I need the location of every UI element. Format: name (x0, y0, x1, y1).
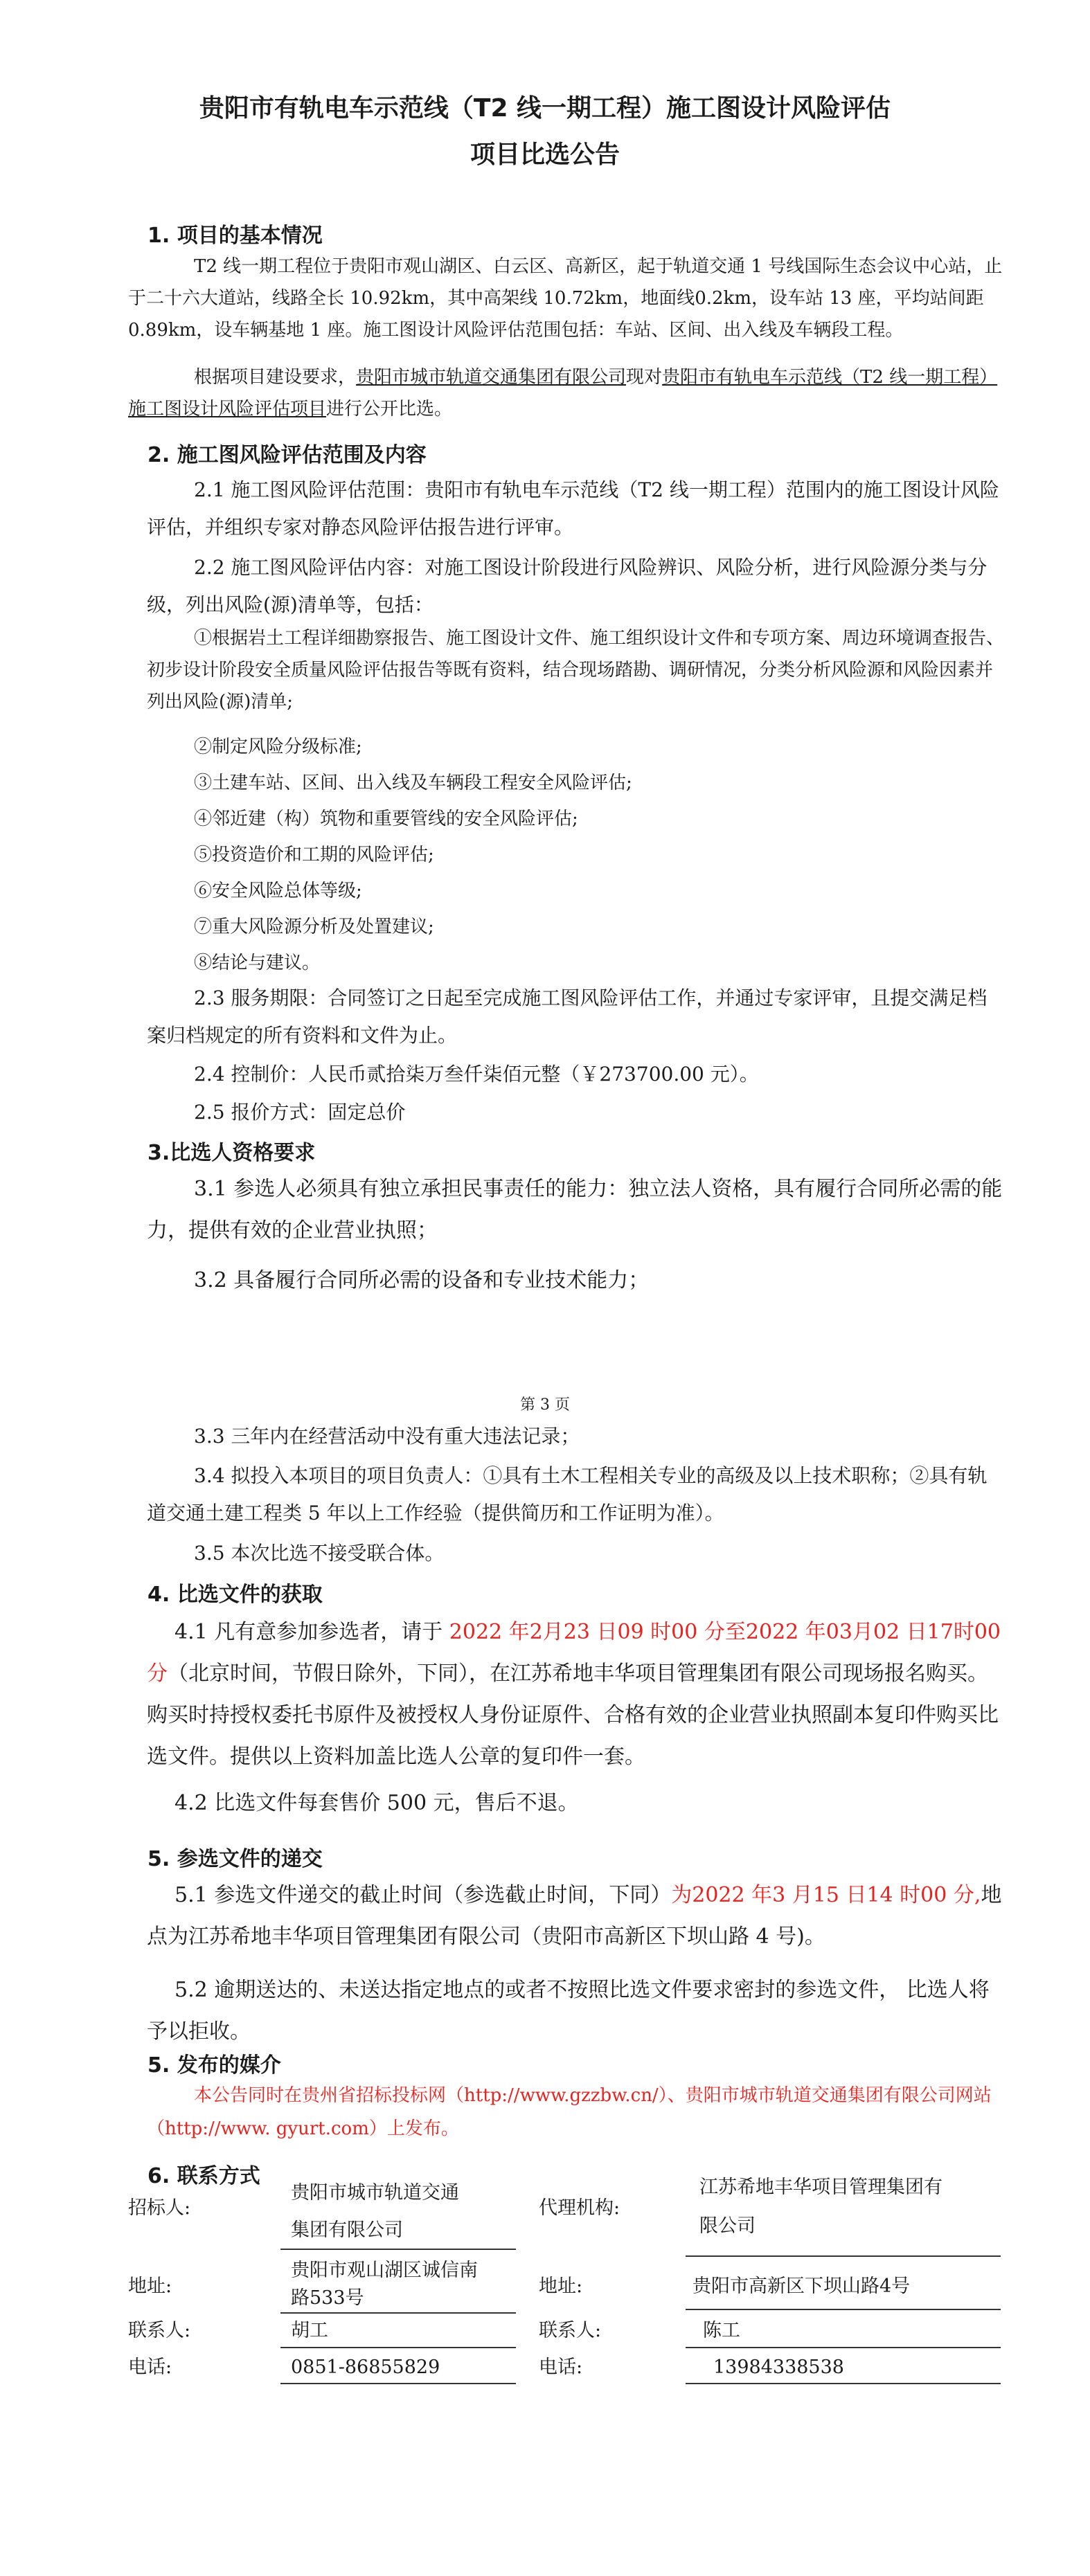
agency-underline (686, 2255, 1001, 2257)
section6-heading: 6. 联系方式 (148, 2164, 260, 2188)
tenderer-contact-underline (280, 2347, 516, 2348)
section2-item-5: ⑤投资造价和工期的风险评估; (194, 845, 434, 865)
doc-title-line1: 贵阳市有轨电车示范线（T2 线一期工程）施工图设计风险评估 (199, 94, 891, 123)
agency-phone-underline (686, 2383, 1001, 2384)
section2-item-6: ⑥安全风险总体等级; (194, 881, 362, 901)
publish-media-line1: 本公告同时在贵州省招标投标网（http://www.gzzbw.cn/）、贵阳市城市轨道交通集团有限公司网站 (194, 2085, 992, 2106)
section4-heading: 4. 比选文件的获取 (148, 1583, 323, 1607)
section4-1-date-range: 2022 年2月23 日09 时00 分至2022 年03月02 日17时00 分 (147, 1620, 1001, 1686)
para2-owner: 贵阳市城市轨道交通集团有限公司 (356, 367, 627, 388)
tenderer-address-line2: 路533号 (291, 2287, 364, 2309)
section2-heading: 2. 施工图风险评估范围及内容 (148, 443, 427, 467)
doc-title-line2: 项目比选公告 (470, 141, 620, 169)
section1-para2 (128, 361, 1004, 425)
section2-5: 2.5 报价方式：固定总价 (194, 1101, 406, 1124)
section5-1 (147, 1875, 1012, 1958)
tenderer-phone: 0851-86855829 (291, 2357, 440, 2378)
section5-1-text-b: 地点为江苏希地丰华项目管理集团有限公司（贵阳市高新区下坝山路 4 号)。 (147, 1883, 1002, 1949)
section5-1-deadline: 为2022 年3 月15 日14 时00 分, (671, 1883, 981, 1907)
section1-heading: 1. 项目的基本情况 (148, 224, 323, 248)
tenderer-address-underline (280, 2312, 516, 2314)
section3-5: 3.5 本次比选不接受联合体。 (194, 1542, 445, 1565)
agency-contact-label: 联系人: (539, 2320, 602, 2341)
section2-item-4: ④邻近建（构）筑物和重要管线的安全风险评估; (194, 809, 578, 829)
section2-2: 2.2 施工图风险评估内容：对施工图设计阶段进行风险辨识、风险分析，进行风险源分类与分级，列出风险(源)清单等，包括： (147, 556, 988, 616)
para2-text-c: 现对 (626, 367, 663, 388)
tenderer-name-line2: 集团有限公司 (291, 2219, 403, 2241)
section3-heading: 3.比选人资格要求 (148, 1141, 316, 1165)
agency-address: 贵阳市高新区下坝山路4号 (693, 2276, 911, 2297)
agency-phone-label: 电话: (539, 2357, 583, 2378)
section3-3: 3.3 三年内在经营活动中没有重大违法记录； (194, 1425, 580, 1448)
para2-text-a: 根据项目建设要求， (194, 367, 357, 388)
tenderer-address-line1: 贵阳市观山湖区诚信南 (291, 2260, 478, 2281)
section2-3: 2.3 服务期限：合同签订之日起至完成施工图风险评估工作，并通过专家评审，且提交满足档案归档规定的所有资料和文件为止。 (147, 987, 988, 1047)
section4-1 (147, 1612, 1006, 1778)
tenderer-phone-label: 电话: (128, 2357, 172, 2378)
section2-item-1: ①根据岩土工程详细勘察报告、施工图设计文件、施工组织设计文件和专项方案、周边环境调查报告、初步设计阶段安全质量风险评估报告等既有资料，结合现场踏勘、调研情况，分类分析风险源和风险因素并列出风险(源)清单; (147, 628, 1005, 712)
agency-contact: 陈工 (703, 2320, 740, 2341)
section3-1: 3.1 参选人必须具有独立承担民事责任的能力：独立法人资格，具有履行合同所必需的能力，提供有效的企业营业执照； (147, 1177, 1003, 1243)
section1-para1: T2 线一期工程位于贵阳市观山湖区、白云区、高新区，起于轨道交通 1 号线国际生态会议中心站，止于二十六大道站，线路全长 10.92km，其中高架线 10.72km，地面线0.2km，设车站 13 座，平均站间距 0.89km，设车辆基地 1 座。施工图设计风险评估范围包括：车站、区间、出入线及车辆段工程。 (128, 256, 1003, 341)
section4-2: 4.2 比选文件每套售价 500 元，售后不退。 (175, 1791, 579, 1815)
section5b-heading: 5. 发布的媒介 (148, 2053, 281, 2078)
agency-name-line1: 江苏希地丰华项目管理集团有 (699, 2177, 942, 2198)
agency-contact-underline (686, 2347, 1001, 2348)
section2-item-3: ③土建车站、区间、出入线及车辆段工程安全风险评估; (194, 773, 632, 793)
section4-1-text-a: 4.1 凡有意参加参选者，请于 (175, 1620, 449, 1644)
agency-label: 代理机构: (539, 2197, 620, 2219)
section5-2: 5.2 逾期送达的、未送达指定地点的或者不按照比选文件要求密封的参选文件， 比选人将予以拒收。 (147, 1978, 990, 2044)
tenderer-name-line1: 贵阳市城市轨道交通 (291, 2182, 459, 2204)
agency-address-label: 地址: (539, 2276, 583, 2297)
section2-item-2: ②制定风险分级标准; (194, 737, 362, 757)
section2-4: 2.4 控制价：人民币贰拾柒万叁仟柒佰元整（￥273700.00 元）。 (194, 1063, 759, 1086)
section2-1: 2.1 施工图风险评估范围：贵阳市有轨电车示范线（T2 线一期工程）范围内的施工图设计风险评估，并组织专家对静态风险评估报告进行评审。 (147, 478, 999, 539)
tenderer-address-label: 地址: (128, 2276, 172, 2297)
section5-heading: 5. 参选文件的递交 (148, 1847, 323, 1871)
agency-phone: 13984338538 (713, 2357, 844, 2378)
section5-1-text-a: 5.1 参选文件递交的截止时间（参选截止时间，下同） (175, 1883, 672, 1907)
tenderer-label: 招标人: (128, 2197, 191, 2219)
tenderer-contact: 胡工 (291, 2320, 328, 2341)
section2-item-7: ⑦重大风险源分析及处置建议; (194, 917, 434, 937)
publish-media-line2: （http://www. gyurt.com）上发布。 (147, 2118, 459, 2139)
agency-name-line2: 限公司 (699, 2215, 756, 2237)
agency-address-underline (686, 2309, 1001, 2310)
page-number: 第 3 页 (520, 1396, 570, 1414)
tenderer-underline (280, 2249, 516, 2250)
section3-4: 3.4 拟投入本项目的项目负责人：①具有土木工程相关专业的高级及以上技术职称；②具有轨道交通土建工程类 5 年以上工作经验（提供简历和工作证明为准）。 (147, 1464, 988, 1524)
tenderer-phone-underline (280, 2383, 516, 2384)
tenderer-contact-label: 联系人: (128, 2320, 191, 2341)
section4-1-text-b: （北京时间，节假日除外，下同），在江苏希地丰华项目管理集团有限公司现场报名购买。购买时持授权委托书原件及被授权人身份证原件、合格有效的企业营业执照副本复印件购买比选文件。提供以上资料加盖比选人公章的复印件一套。 (147, 1661, 999, 1769)
section3-2: 3.2 具备履行合同所必需的设备和专业技术能力； (194, 1268, 650, 1292)
section2-item-8: ⑧结论与建议。 (194, 953, 321, 973)
para2-project: 贵阳市有轨电车示范线（T2 线一期工程）施工图设计风险评估项目 (128, 367, 998, 420)
para2-text-e: 进行公开比选。 (326, 399, 453, 420)
